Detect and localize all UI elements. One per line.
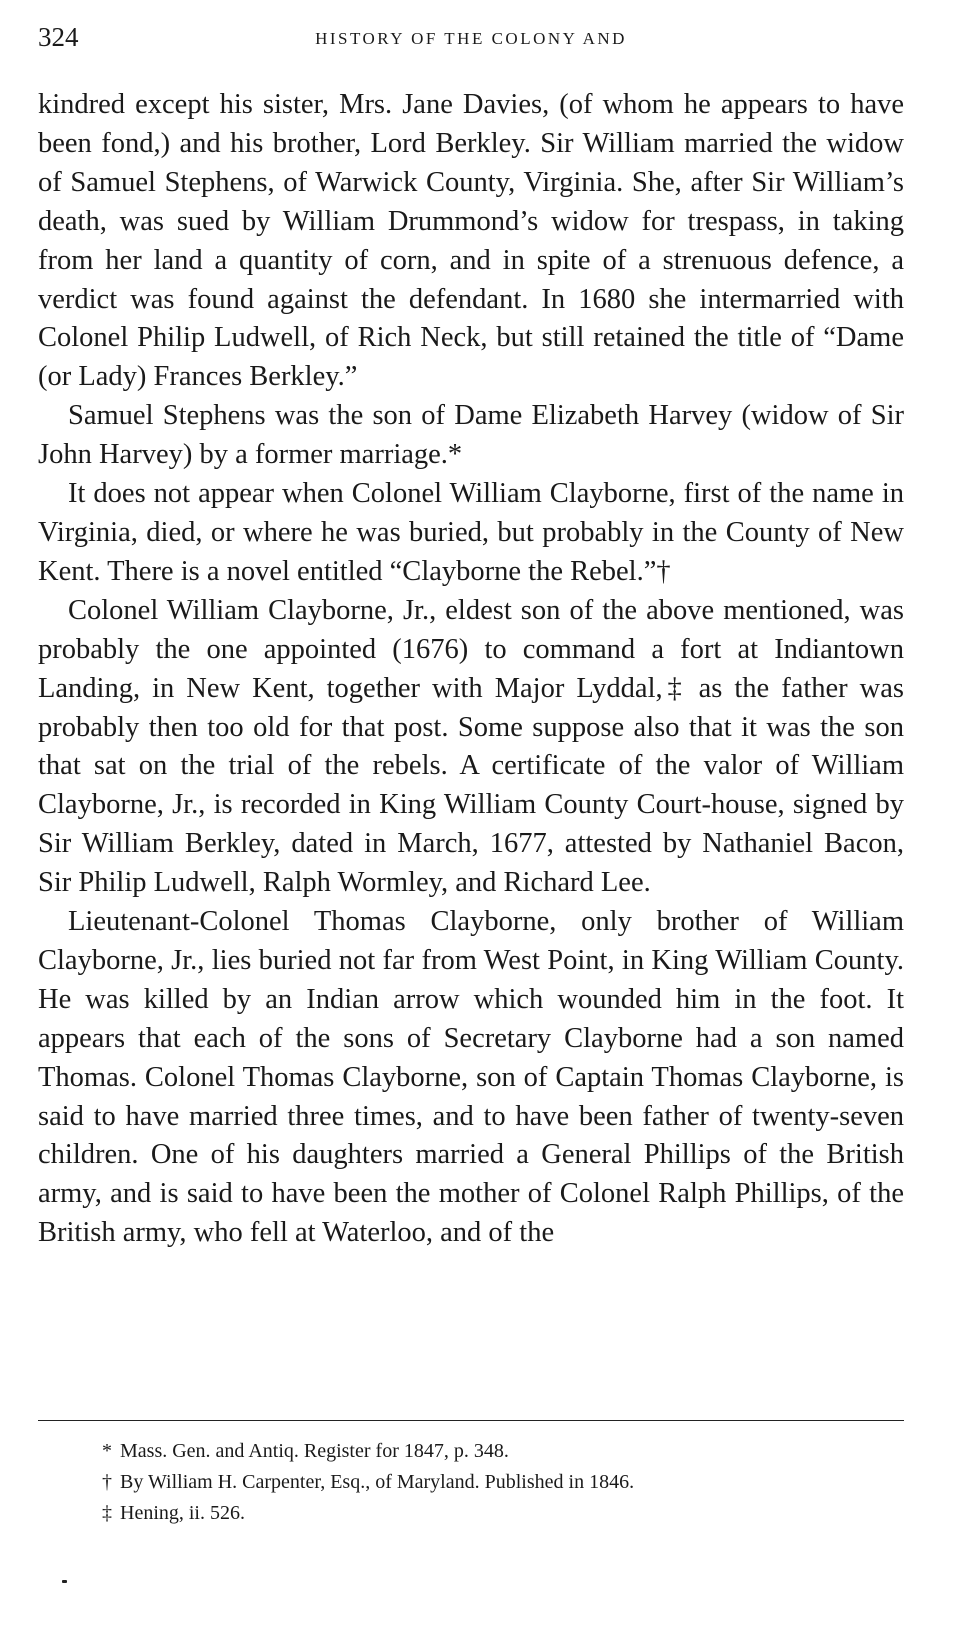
paragraph-clayborne-junior: Colonel William Clayborne, Jr., eldest son of the above mentioned, was probably the one appointed (1676) to command a fort at Indiantown Landing, in New Kent, together with Major Lyddal,‡ as the father was probably then too old for that post. Some suppose also that it was the son that sat on the trial of the rebels. A certificate of the valor of William Clayborne, Jr., is recorded in King William County Court-house, signed by Sir William Berkley, dated in March, 1677, attested by Nathaniel Bacon, Sir Philip Ludwell, Ralph Wormley, and Richard Lee.	[38, 594, 904, 899]
footnote	[102, 1467, 904, 1498]
paragraph-continued: kindred except his sister, Mrs. Jane Davies, (of whom he appears to have been fond,) and his brother, Lord Berkley. Sir William married the widow of Samuel Stephens, of Warwick County, Virginia. She, after Sir William’s death, was sued by William Drummond’s widow for trespass, in taking from her land a quantity of corn, and in spite of a strenuous defence, a verdict was found against the defendant. In 1680 she intermarried with Colonel Philip Ludwell, of Rich Neck, but still retained the title of “Dame (or Lady) Frances Berkley.”	[38, 89, 904, 393]
footnote	[102, 1436, 904, 1467]
footnote-text: Mass. Gen. and Antiq. Register for 1847, p. 348.	[120, 1440, 509, 1462]
running-head: HISTORY OF THE COLONY AND	[315, 29, 627, 48]
footnote-text: By William H. Carpenter, Esq., of Maryland. Published in 1846.	[120, 1471, 635, 1493]
footnote-text: Hening, ii. 526.	[120, 1502, 245, 1524]
paragraph-stephens: Samuel Stephens was the son of Dame Elizabeth Harvey (widow of Sir John Harvey) by a former marriage.*	[38, 400, 904, 471]
footnotes	[102, 1436, 904, 1529]
body-text	[38, 86, 904, 1253]
paragraph-thomas-clayborne: Lieutenant-Colonel Thomas Clayborne, only brother of William Clayborne, Jr., lies buried not far from West Point, in King William County. He was killed by an Indian arrow which wounded him in the foot. It appears that each of the sons of Secretary Clayborne had a son named Thomas. Colonel Thomas Clayborne, son of Captain Thomas Clayborne, is said to have married three times, and to have been father of twenty-seven children. One of his daughters married a General Phillips of the British army, and is said to have been the mother of Colonel Ralph Phillips, of the British army, who fell at Waterloo, and of the	[38, 906, 904, 1249]
footnote-mark: ‡	[102, 1502, 112, 1524]
ink-speck	[62, 1580, 67, 1583]
page-number: 324	[38, 22, 79, 52]
footnote-mark: †	[102, 1471, 112, 1493]
paragraph-clayborne-senior: It does not appear when Colonel William Clayborne, first of the name in Virginia, died, or where he was buried, but probably in the County of New Kent. There is a novel entitled “Clayborne the Rebel.”†	[38, 478, 904, 587]
footnote	[102, 1498, 904, 1529]
page-header	[38, 20, 904, 54]
footnote-mark: *	[102, 1440, 112, 1462]
footnote-divider	[38, 1420, 904, 1421]
